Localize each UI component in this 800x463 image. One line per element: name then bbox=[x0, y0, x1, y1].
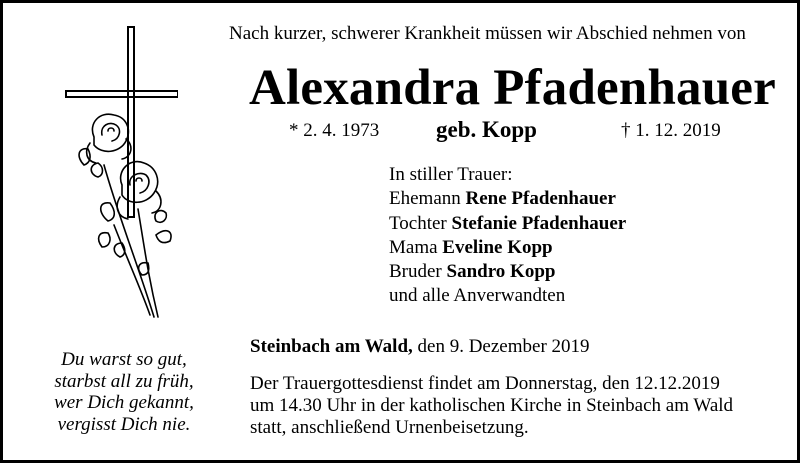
deceased-name: Alexandra Pfadenhauer bbox=[249, 60, 776, 116]
verse-line: wer Dich gekannt, bbox=[54, 392, 194, 413]
service-line: Der Trauergottesdienst findet am Donnerstag, den 12.12.2019 bbox=[250, 373, 720, 394]
intro-text: Nach kurzer, schwerer Krankheit müssen wir Abschied nehmen von bbox=[229, 23, 746, 44]
mourner-line bbox=[389, 260, 626, 284]
mourner-relation: Mama bbox=[389, 236, 438, 258]
mourner-name: Rene Pfadenhauer bbox=[465, 188, 616, 210]
mourner-relation: Tochter bbox=[389, 212, 447, 234]
rose-icon bbox=[79, 114, 171, 317]
service-line: statt, anschließend Urnenbeisetzung. bbox=[250, 417, 529, 438]
mourner-name: Stefanie Pfadenhauer bbox=[451, 212, 627, 234]
mourner-line bbox=[389, 212, 626, 236]
mourners-list bbox=[389, 163, 626, 309]
verse-line: Du warst so gut, bbox=[61, 349, 187, 370]
mourners-heading: In stiller Trauer: bbox=[389, 164, 513, 185]
place-date-line bbox=[250, 336, 590, 358]
mourners-closing: und alle Anverwandten bbox=[389, 285, 566, 307]
mourner-relation: Ehemann bbox=[389, 188, 461, 210]
verse-line: vergisst Dich nie. bbox=[57, 413, 191, 435]
memorial-verse bbox=[39, 349, 209, 435]
verse-line: starbst all zu früh, bbox=[54, 370, 194, 392]
mourner-relation: Bruder bbox=[389, 261, 442, 283]
mourner-line bbox=[389, 236, 626, 260]
cross-with-roses-illustration bbox=[58, 25, 178, 325]
mourner-name: Sandro Kopp bbox=[446, 261, 556, 283]
mourner-name: Eveline Kopp bbox=[442, 236, 553, 258]
service-info bbox=[250, 373, 733, 439]
place-name: Steinbach am Wald, bbox=[250, 336, 413, 357]
mourner-line bbox=[389, 187, 626, 211]
death-date: † 1. 12. 2019 bbox=[621, 120, 721, 141]
birth-date: * 2. 4. 1973 bbox=[289, 120, 380, 141]
notice-date: den 9. Dezember 2019 bbox=[417, 336, 590, 357]
service-line: um 14.30 Uhr in der katholischen Kirche in Steinbach am Wald bbox=[250, 395, 734, 416]
maiden-name: geb. Kopp bbox=[436, 117, 537, 142]
